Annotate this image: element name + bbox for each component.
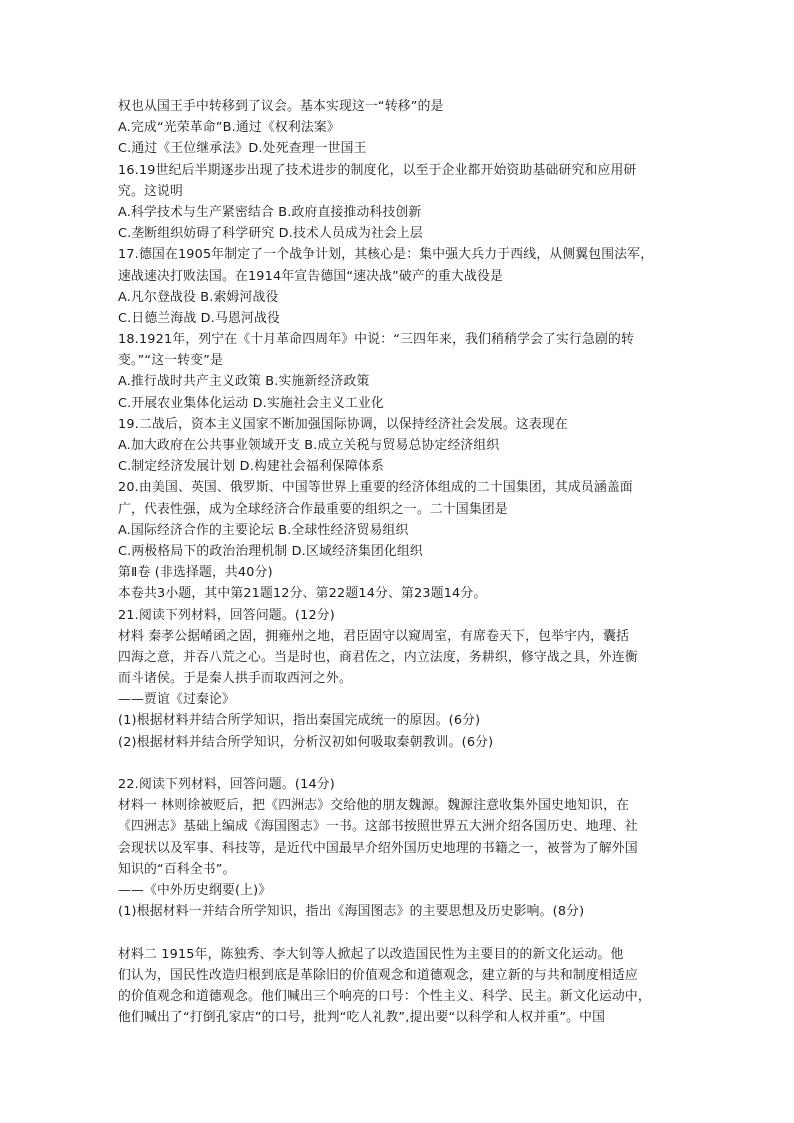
text-line: 权也从国王手中转移到了议会。基本实现这一“转移”的是 — [118, 99, 444, 114]
question-16 — [118, 160, 678, 245]
question-stem: 究。这说明 — [118, 183, 183, 199]
question-stem: 22.阅读下列材料，回答问题。(14分) — [118, 777, 335, 792]
question-stem: 广，代表性强，成为全球经济合作最重要的组织之一。二十国集团是 — [118, 501, 508, 517]
question-21 — [118, 605, 678, 753]
question-stem: 16.19世纪后半期逐步出现了技术进步的制度化，以至于企业都开始资助基础研究和应用研 — [118, 162, 637, 178]
material-text: 的价值观念和道德观念。他们喊出三个响亮的口号：个性主义、科学、民主。新文化运动中， — [118, 988, 651, 1004]
question-22 — [118, 774, 678, 922]
section-2-header — [118, 562, 678, 604]
document-page — [118, 96, 678, 1028]
option-line: C.两极格局下的政治治理机制 D.区域经济集团化组织 — [118, 543, 423, 559]
question-stem: 变。”“这一转变”是 — [118, 353, 224, 369]
question-22-material-2 — [118, 944, 678, 1029]
material-source: ——《中外历史纲要(上)》 — [118, 882, 272, 898]
option-line: A.完成“光荣革命”B.通过《权利法案》 — [118, 120, 340, 136]
option-line: C.开展农业集体化运动 D.实施社会主义工业化 — [118, 395, 384, 411]
option-line: A.科学技术与生产紧密结合 B.政府直接推动科技创新 — [118, 204, 422, 220]
material-text: 而斗诸侯。于是秦人拱手而取西河之外。 — [118, 671, 352, 687]
sub-question: (1)根据材料并结合所学知识，指出秦国完成统一的原因。(6分) — [118, 713, 481, 729]
question-stem: 速战速决打败法国。在1914年宣告德国“速决战”破产的重大战役是 — [118, 268, 503, 284]
material-text: 材料二 1915年，陈独秀、李大钊等人掀起了以改造国民性为主要目的的新文化运动。他 — [118, 946, 624, 962]
section-instructions: 本卷共3小题，其中第21题12分、第22题14分、第23题14分。 — [118, 586, 487, 602]
question-stem: 20.由美国、英国、俄罗斯、中国等世界上重要的经济体组成的二十国集团，其成员涵盖面 — [118, 480, 633, 496]
material-text: 们认为，国民性改造归根到底是革除旧的价值观念和道德观念，建立新的与共和制度相适应 — [118, 967, 638, 983]
question-20 — [118, 477, 678, 562]
question-19 — [118, 414, 678, 478]
option-line: A.国际经济合作的主要论坛 B.全球性经济贸易组织 — [118, 522, 409, 538]
material-source: ——贾谊《过秦论》 — [118, 692, 235, 708]
material-text: 材料一 林则徐被贬后，把《四洲志》交给他的朋友魏源。魏源注意收集外国史地知识，在 — [118, 798, 630, 814]
option-line: C.通过《王位继承法》D.处死查理一世国王 — [118, 141, 367, 157]
sub-question: (2)根据材料并结合所学知识，分析汉初如何吸取秦朝教训。(6分) — [118, 734, 494, 750]
sub-question: (1)根据材料一并结合所学知识，指出《海国图志》的主要思想及历史影响。(8分) — [118, 904, 585, 920]
option-line: C.日德兰海战 D.马恩河战役 — [118, 310, 280, 326]
material-text: 知识的“百科全书”。 — [118, 861, 236, 877]
option-line: C.垄断组织妨碍了科学研究 D.技术人员成为社会上层 — [118, 226, 423, 242]
question-stem: 21.阅读下列材料，回答问题。(12分) — [118, 607, 335, 623]
question-18 — [118, 329, 678, 414]
option-line: A.推行战时共产主义政策 B.实施新经济政策 — [118, 374, 370, 390]
question-stem: 17.德国在1905年制定了一个战争计划，其核心是：集中强大兵力于西线，从侧翼包围法军， — [118, 247, 654, 263]
option-line: A.凡尔登战役 B.索姆河战役 — [118, 289, 279, 305]
option-line: A.加大政府在公共事业领域开支 B.成立关税与贸易总协定经济组织 — [118, 438, 500, 453]
section-title: 第Ⅱ卷 (非选择题，共40分) — [118, 565, 273, 581]
question-stem: 19.二战后，资本主义国家不断加强国际协调，以保持经济社会发展。这表现在 — [118, 416, 568, 432]
question-stem: 18.1921年，列宁在《十月革命四周年》中说：“三四年来，我们稍稍学会了实行急剧的转 — [118, 332, 635, 348]
q15-continuation — [118, 96, 678, 160]
question-17 — [118, 244, 678, 329]
material-text: 会现状以及军事、科技等，是近代中国最早介绍外国历史地理的书籍之一，被誉为了解外国 — [118, 840, 638, 856]
spacer — [118, 753, 678, 774]
option-line: C.制定经济发展计划 D.构建社会福利保障体系 — [118, 459, 384, 475]
material-text: 《四洲志》基础上编成《海国图志》一书。这部书按照世界五大洲介绍各国历史、地理、社 — [118, 819, 638, 835]
material-text: 材料 秦孝公据崤函之固，拥雍州之地，君臣固守以窥周室，有席卷天下，包举宇内，囊括 — [118, 628, 630, 644]
spacer — [118, 922, 678, 943]
material-text: 他们喊出了“打倒孔家店”的口号，批判“吃人礼教”,提出要“以科学和人权并重”。中国 — [118, 1010, 606, 1026]
material-text: 四海之意，并吞八荒之心。当是时也，商君佐之，内立法度，务耕织，修守战之具，外连衡 — [118, 649, 638, 665]
